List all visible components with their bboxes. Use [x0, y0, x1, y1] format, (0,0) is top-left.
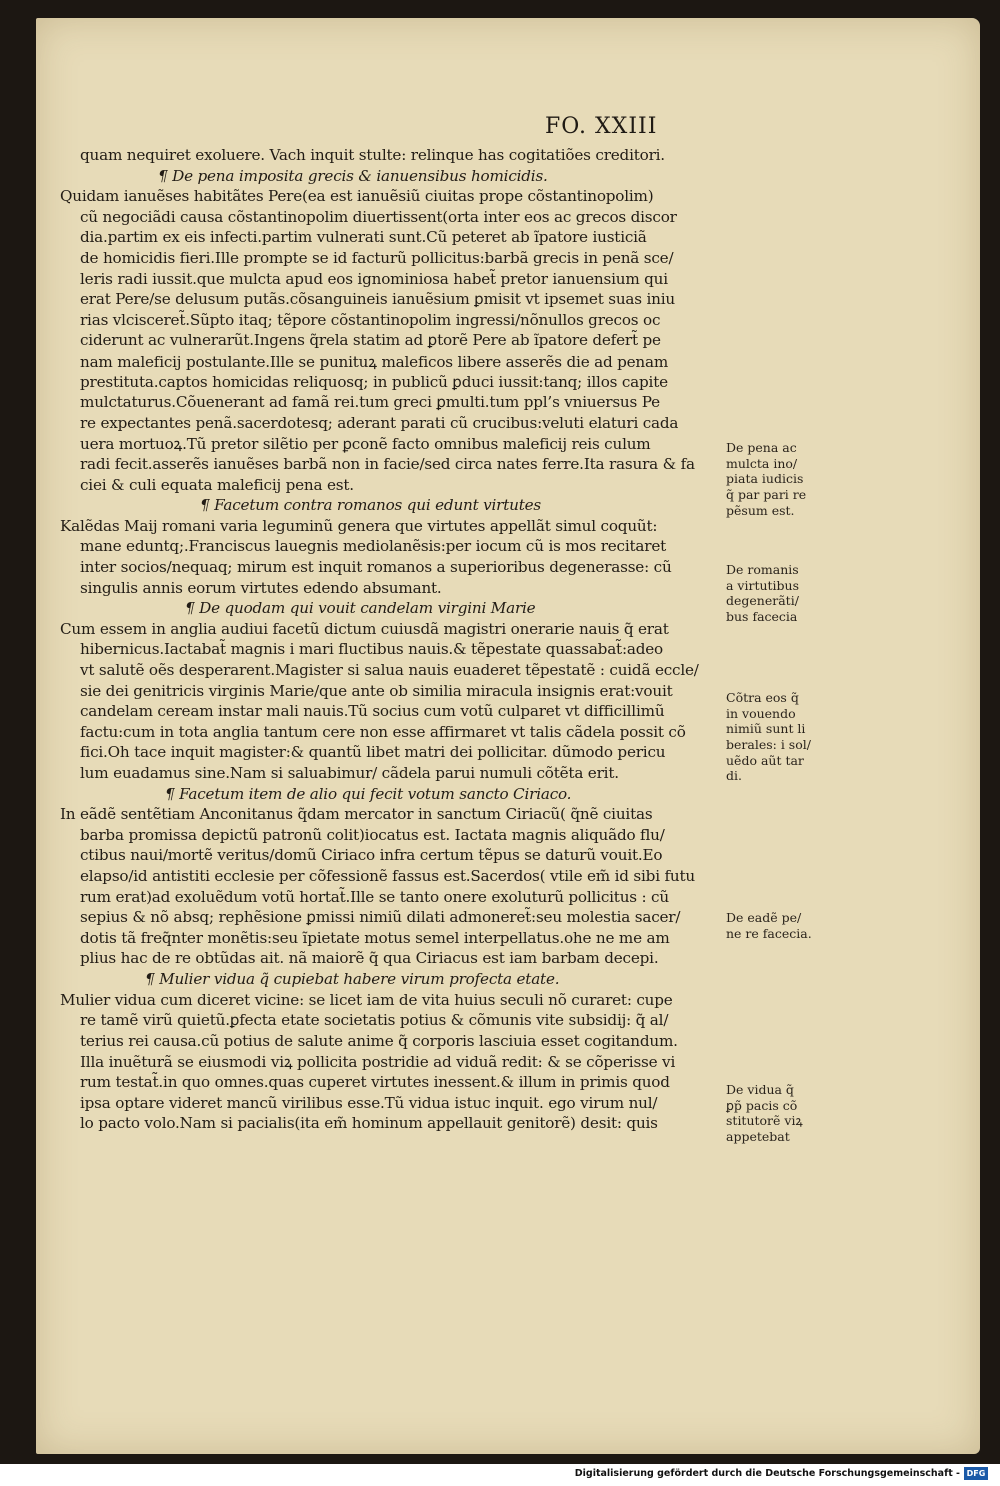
text-line: candelam ceream instar mali nauis.Tũ socius cum votũ culparet vt difficillimũ	[80, 702, 665, 721]
margin-note	[726, 910, 812, 941]
margin-note-line: in vouendo	[726, 705, 796, 721]
text-line: ipsa optare videret mancũ virilibus esse.Tũ vidua istuc inquit. ego virum nul/	[80, 1093, 658, 1112]
text-line: mulctaturus.Cõuenerant ad famã rei.tum greci ꝑmulti.tum ppl’s vniuersus Pe	[80, 393, 660, 412]
text-line: Mulier vidua cum diceret vicine: se licet iam de vita huius seculi nõ curaret: cupe	[60, 990, 673, 1009]
section-heading: ¶ De quodam qui vouit candelam virgini Marie	[185, 599, 536, 618]
section-heading: ¶ Facetum item de alio qui fecit votum sancto Ciriaco.	[165, 784, 572, 803]
text-line: rias vlcisceret̃.Sũpto itaq; tẽpore cõstantinopolim ingressi/nõnullos grecos oc	[80, 310, 661, 329]
text-line: singulis annis eorum virtutes edendo absumant.	[80, 578, 442, 597]
text-line: lo pacto volo.Nam si pacialis(ita em̃ hominum appellauit genitorẽ) desit: quis	[80, 1114, 658, 1133]
dfg-logo-icon: DFG	[964, 1467, 988, 1480]
text-line: ctibus naui/mortẽ veritus/domũ Ciriaco infra certum tẽpus se daturũ vouit.Eo	[80, 846, 663, 865]
margin-note-line: berales: i sol/	[726, 737, 811, 753]
text-line: vt salutẽ oẽs desperarent.Magister si salua nauis euaderet tẽpestatẽ : cuidã eccle/	[80, 661, 699, 679]
margin-note-line: De vidua q̃	[726, 1082, 794, 1097]
margin-note-line: De pena ac	[726, 440, 797, 455]
text-line: re expectantes penã.sacerdotesq; aderant parati cũ crucibus:veluti elaturi cada	[80, 413, 679, 432]
margin-note-line: pẽsum est.	[726, 502, 795, 518]
text-line: erat Pere/se delusum putãs.cõsanguineis ianuẽsium ꝑmisit vt ipsemet suas iniu	[80, 290, 675, 309]
text-line: de homicidis fieri.Ille prompte se id facturũ pollicitus:barbã grecis in penã sce/	[80, 249, 674, 267]
margin-note-line: stitutorẽ viꝝ	[726, 1113, 803, 1129]
margin-note-line: De eadẽ pe/	[726, 910, 802, 925]
margin-note-line: bus facecia	[726, 609, 798, 625]
margin-note	[726, 562, 799, 625]
margin-note-line: ne re facecia.	[726, 925, 812, 941]
text-line: Cum essem in anglia audiui facetũ dictum cuiusdã magistri onerarie nauis q̃ erat	[60, 619, 669, 638]
text-line: barba promissa depictũ patronũ colit)iocatus est. Iactata magnis aliquãdo flu/	[80, 825, 665, 844]
text-line: nam maleficij postulante.Ille se punituꝝ maleficos libere asserẽs die ad penam	[80, 353, 669, 371]
text-line: hibernicus.Iactabat̃ magnis i mari fluctibus nauis.& tẽpestate quassabat̃:adeo	[80, 640, 663, 659]
text-line: ciderunt ac vulnerarũt.Ingens q̃rela statim ad ꝑtorẽ Pere ab ĩpatore defert̃ pe	[80, 331, 661, 350]
margin-note	[726, 690, 811, 784]
text-line: plius hac de re obtũdas ait. nã maiorẽ q̃ qua Ciriacus est iam barbam decepi.	[80, 949, 659, 968]
text-line: rum testat̃.in quo omnes.quas cuperet virtutes inessent.& illum in primis quod	[80, 1073, 670, 1091]
margin-note-line: Cõtra eos q̃	[726, 690, 799, 705]
footer-credit: Digitalisierung gefördert durch die Deutsche Forschungsgemeinschaft -	[574, 1468, 960, 1479]
margin-note	[726, 1082, 803, 1145]
margin-note-line: nimiũ sunt li	[726, 721, 806, 737]
margin-note-line: q̃ par pari re	[726, 487, 807, 503]
text-line: inter socios/nequaq; mirum est inquit romanos a superioribus degenerasse: cũ	[80, 558, 672, 576]
margin-note-line: degenerãti/	[726, 593, 799, 609]
footer-bar	[0, 1464, 1000, 1486]
section-heading: ¶ De pena imposita grecis & ianuensibus homicidis.	[158, 166, 548, 185]
section-heading: ¶ Facetum contra romanos qui edunt virtutes	[200, 496, 542, 515]
text-line: radi fecit.asserẽs ianuẽses barbã non in facie/sed circa nates ferre.Ita rasura & fa	[80, 455, 695, 473]
margin-note-line: appetebat	[726, 1129, 790, 1145]
text-line: Kalẽdas Maij romani varia leguminũ genera que virtutes appellãt simul coquũt:	[60, 516, 658, 535]
text-line: cũ negociãdi causa cõstantinopolim diuertissent(orta inter eos ac grecos discor	[80, 207, 677, 226]
margin-note-line: uẽdo aũt tar	[726, 752, 804, 768]
text-line: factu:cum in tota anglia tantum cere non esse affirmaret vt talis cãdela possit cõ	[80, 722, 686, 741]
text-line: quam nequiret exoluere. Vach inquit stulte: relinque has cogitatiões creditori.	[80, 146, 665, 164]
text-line: re tamẽ virũ quietũ.ꝑfecta etate societatis potius & cõmunis vite subsidij: q̃ al/	[80, 1011, 669, 1030]
margin-note-line: De romanis	[726, 562, 799, 577]
text-line: uera mortuoꝝ.Tũ pretor silẽtio per ꝑconẽ facto omnibus maleficij reis culum	[80, 435, 651, 454]
text-line: fici.Oh tace inquit magister:& quantũ libet matri dei pollicitar. dũmodo pericu	[80, 743, 666, 762]
text-line: Illa inuẽturã se eiusmodi viꝝ pollicita postridie ad viduã redit: & se cõperisse vi	[80, 1053, 676, 1072]
text-line: terius rei causa.cũ potius de salute anime q̃ corporis lasciuia esset cogitandum.	[80, 1031, 678, 1050]
text-line: In eãdẽ sentẽtiam Anconitanus q̃dam mercator in sanctum Ciriacũ( q̃nẽ ciuitas	[60, 805, 653, 824]
section-heading: ¶ Mulier vidua q̃ cupiebat habere virum profecta etate.	[145, 970, 560, 988]
text-line: sepius & nõ absq; rephẽsione ꝑmissi nimiũ dilati admoneret̃:seu molestia sacer/	[80, 908, 681, 927]
text-line: mane eduntq;.Franciscus lauegnis mediolanẽsis:per iocum cũ is mos recitaret	[80, 537, 667, 556]
text-line: sie dei genitricis virginis Marie/que ante ob similia miracula insignis erat:vouit	[80, 681, 673, 700]
text-line: ciei & culi equata maleficij pena est.	[80, 475, 354, 494]
margin-note-line: ꝑp̃ pacis cõ	[726, 1097, 798, 1113]
text-line: elapso/id antistiti ecclesie per cõfessionẽ fassus est.Sacerdos( vtile em̃ id sibi futu	[80, 867, 695, 885]
text-line: dotis tã freq̃nter monẽtis:seu ĩpietate motus semel interpellatus.ohe ne me am	[80, 928, 670, 947]
margin-note-line: piata iudicis	[726, 471, 804, 487]
text-line: Quidam ianuẽses habitãtes Pere(ea est ianuẽsiũ ciuitas prope cõstantinopolim)	[60, 187, 654, 206]
text-line: dia.partim ex eis infecti.partim vulnerati sunt.Cũ peteret ab ĩpatore iusticiã	[80, 228, 647, 247]
margin-note-line: a virtutibus	[726, 577, 800, 593]
text-line: leris radi iussit.que mulcta apud eos ignominiosa habet̃ pretor ianuensium qui	[80, 269, 668, 288]
page-header: FO. XXIII	[545, 114, 658, 139]
margin-note-line: mulcta ino/	[726, 455, 798, 471]
margin-note	[726, 440, 806, 518]
text-line: rum erat)ad exoluẽdum votũ hortat̃.Ille se tanto onere exoluturũ pollicitus : cũ	[80, 887, 669, 906]
text-line: prestituta.captos homicidas reliquosq; in publicũ ꝑduci iussit:tanq; illos capite	[80, 372, 668, 391]
margin-note-line: di.	[726, 768, 742, 784]
text-line: lum euadamus sine.Nam si saluabimur/ cãdela parui numuli cõtẽta erit.	[80, 764, 619, 782]
